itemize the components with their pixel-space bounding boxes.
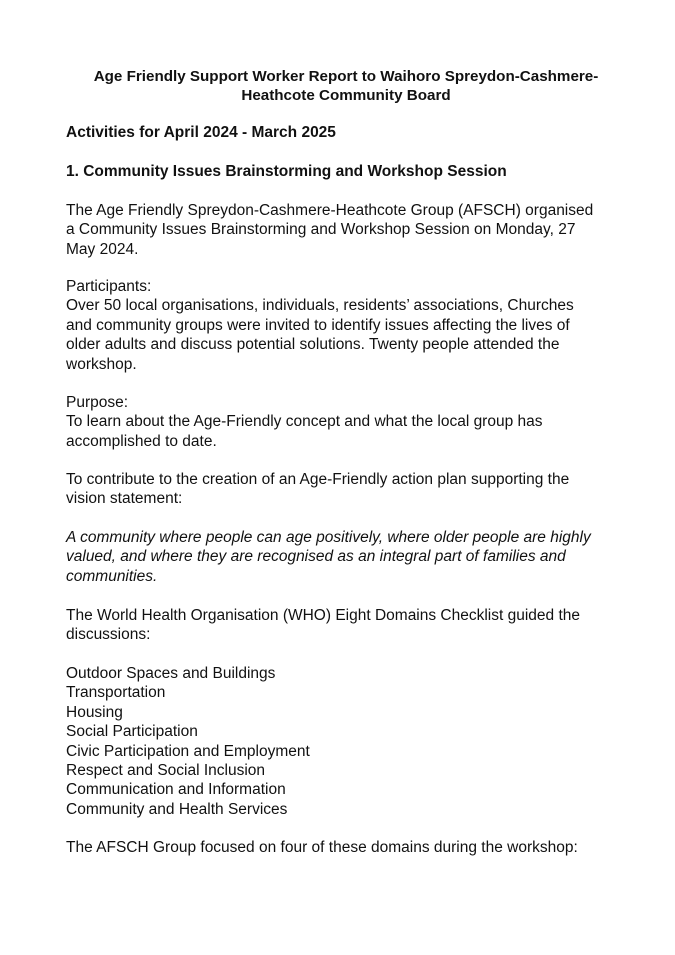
participants-paragraph — [66, 277, 626, 374]
vision-line: A community where people can age positively, where older people are highly — [66, 529, 591, 546]
participants-label: Participants: — [66, 278, 152, 295]
contribute-line: To contribute to the creation of an Age-Friendly action plan supporting the — [66, 471, 570, 488]
who-paragraph — [66, 606, 626, 645]
intro-paragraph — [66, 201, 626, 259]
domain-item: Community and Health Services — [66, 800, 288, 818]
who-line: discussions: — [66, 626, 151, 644]
participants-line: and community groups were invited to identify issues affecting the lives of — [66, 316, 570, 334]
participants-line: Over 50 local organisations, individuals, residents’ associations, Churches — [66, 297, 574, 315]
domain-item: Respect and Social Inclusion — [66, 761, 266, 779]
intro-line: a Community Issues Brainstorming and Workshop Session on Monday, 27 — [66, 221, 576, 239]
domain-item: Housing — [66, 703, 123, 721]
section-1-heading: 1. Community Issues Brainstorming and Workshop Session — [66, 163, 507, 180]
vision-statement — [66, 528, 626, 586]
contribute-line: vision statement: — [66, 490, 183, 508]
domain-item: Civic Participation and Employment — [66, 742, 310, 760]
document-title — [66, 67, 626, 105]
closing-line: The AFSCH Group focused on four of these domains during the workshop: — [66, 839, 578, 856]
period-heading: Activities for April 2024 - March 2025 — [66, 124, 336, 141]
intro-line: The Age Friendly Spreydon-Cashmere-Heathcote Group (AFSCH) organised — [66, 202, 594, 219]
domain-item: Communication and Information — [66, 781, 286, 799]
purpose-paragraph — [66, 393, 626, 451]
title-line-1: Age Friendly Support Worker Report to Waihoro Spreydon-Cashmere- — [93, 68, 599, 85]
who-line: The World Health Organisation (WHO) Eight Domains Checklist guided the — [66, 607, 581, 624]
domain-item: Outdoor Spaces and Buildings — [66, 665, 276, 682]
intro-line: May 2024. — [66, 240, 139, 258]
title-line-2: Heathcote Community Board — [241, 87, 451, 104]
purpose-line: To learn about the Age-Friendly concept and what the local group has — [66, 413, 543, 431]
domain-item: Social Participation — [66, 723, 198, 741]
purpose-label: Purpose: — [66, 394, 129, 411]
vision-line: valued, and where they are recognised as an integral part of families and — [66, 548, 566, 566]
participants-line: workshop. — [66, 355, 137, 373]
domain-item: Transportation — [66, 684, 166, 702]
contribute-paragraph — [66, 470, 626, 509]
purpose-line: accomplished to date. — [66, 432, 217, 450]
closing-paragraph — [66, 838, 626, 857]
domains-list — [66, 664, 310, 819]
participants-line: older adults and discuss potential solutions. Twenty people attended the — [66, 336, 560, 354]
vision-line: communities. — [66, 567, 158, 585]
